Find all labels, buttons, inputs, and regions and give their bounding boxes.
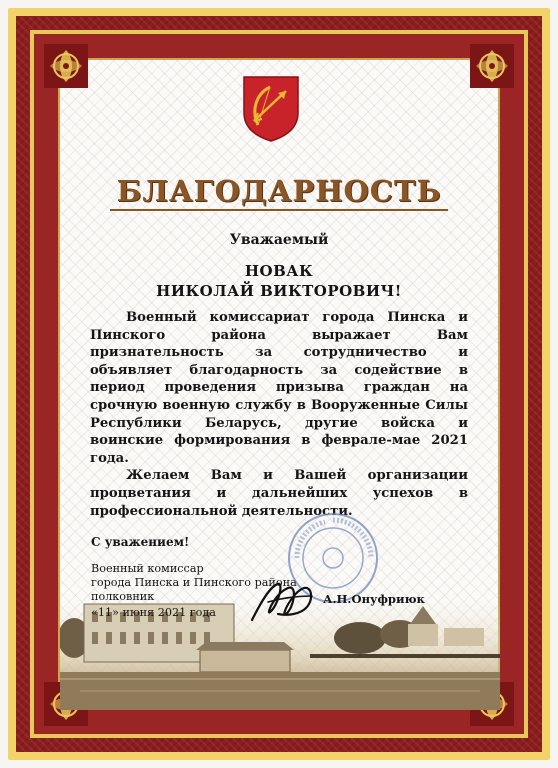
issue-date: «11» июня 2021 года (91, 606, 216, 619)
certificate-title: БЛАГОДАРНОСТЬ (116, 174, 442, 208)
signatory-rank: полковник (91, 590, 155, 603)
pinsk-coat-of-arms-icon (240, 73, 302, 143)
handwritten-signature (248, 574, 318, 628)
certificate-body (90, 309, 468, 520)
closing: С уважением! (91, 535, 190, 549)
title-divider (110, 209, 448, 211)
ornament-icon (44, 44, 88, 88)
body-paragraph: Желаем Вам и Вашей организации процветания и дальнейших успехов в профессиональной деятельности. (90, 468, 468, 519)
body-paragraph: Военный комиссариат города Пинска и Пинского района выражает Вам признательность за сотрудничество и объявляет благодарность за содействие в период проведения призыва граждан на срочную военную службу в Вооруженные Силы Республики Беларусь, другие войска и воинские формирования в феврале-мае 2021 года. (90, 310, 468, 466)
recipient-surname: НОВАК (244, 262, 314, 280)
signatory-title: Военный комиссар (91, 562, 204, 575)
greeting: Уважаемый (229, 232, 329, 248)
ornament-icon (470, 44, 514, 88)
recipient-name: НИКОЛАЙ ВИКТОРОВИЧ! (156, 282, 402, 300)
signatory-title: города Пинска и Пинского района (91, 576, 297, 589)
signatory-name: А.Н.Онуфриюк (323, 592, 425, 606)
